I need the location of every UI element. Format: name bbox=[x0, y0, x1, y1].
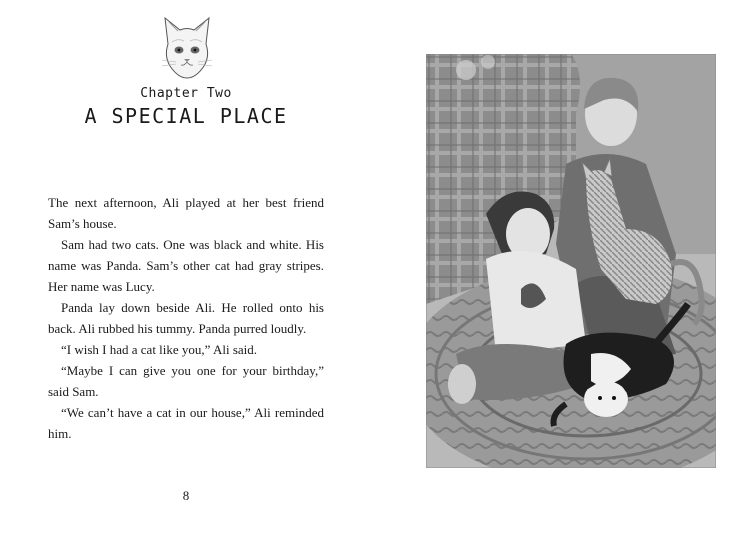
paragraph: “Maybe I can give you one for your birthday,” said Sam. bbox=[48, 363, 324, 399]
chapter-label: Chapter Two bbox=[140, 86, 232, 101]
body-text bbox=[48, 192, 324, 444]
story-illustration bbox=[426, 54, 716, 468]
cat-head-icon bbox=[158, 14, 216, 82]
chapter-title: A SPECIAL PLACE bbox=[84, 104, 288, 128]
paragraph: “I wish I had a cat like you,” Ali said. bbox=[61, 342, 258, 357]
paragraph: Panda lay down beside Ali. He rolled onto his back. Ali rubbed his tummy. Panda purred loudly. bbox=[48, 300, 324, 336]
page-number: 8 bbox=[182, 488, 190, 503]
paragraph: “We can’t have a cat in our house,” Ali reminded him. bbox=[48, 405, 324, 441]
paragraph: The next afternoon, Ali played at her best friend Sam’s house. bbox=[48, 195, 324, 231]
paragraph: Sam had two cats. One was black and white. His name was Panda. Sam’s other cat had gray stripes. Her name was Lucy. bbox=[48, 237, 324, 294]
